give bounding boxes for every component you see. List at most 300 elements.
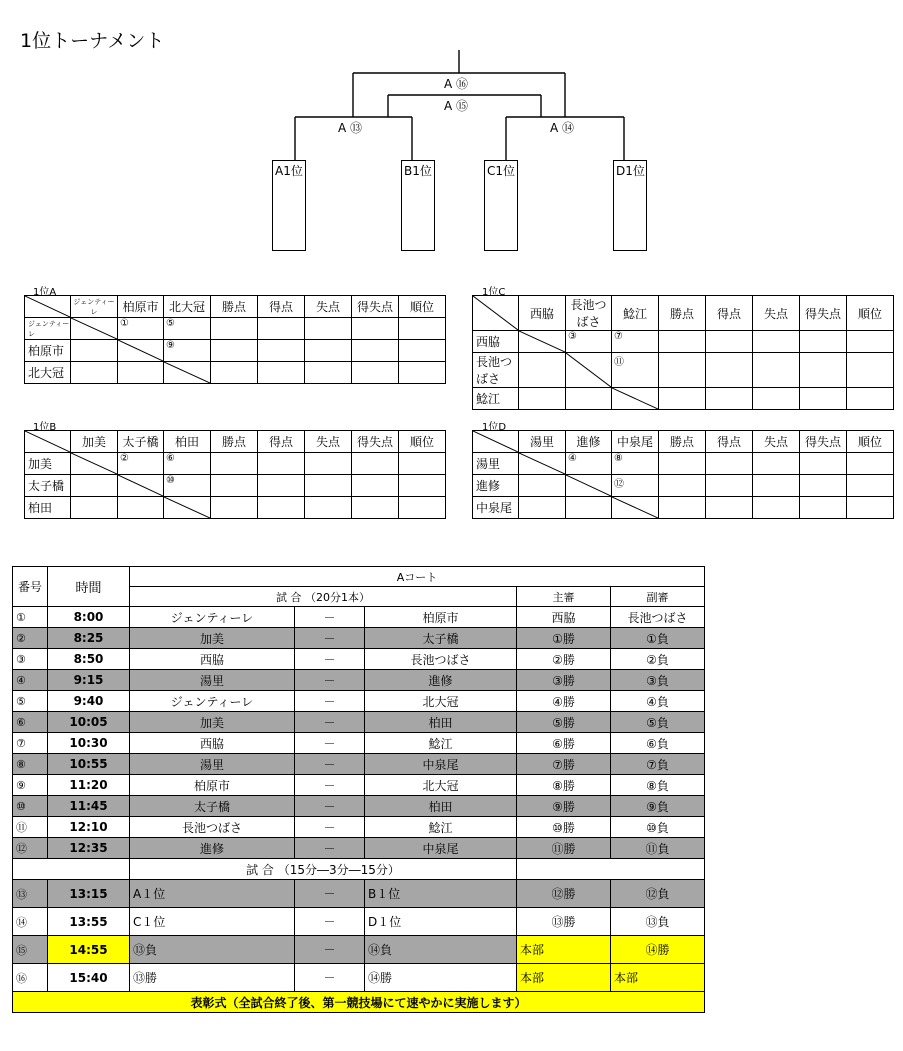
match-number: ⑥ (13, 712, 48, 733)
stat-cell (352, 475, 399, 497)
match-number: ⑨ (13, 775, 48, 796)
home-team: 加美 (130, 712, 295, 733)
match-cell: ② (118, 453, 164, 475)
sub-referee: ④負 (611, 691, 705, 712)
slot-c1: C1位 (484, 160, 518, 251)
self-match-cell (566, 475, 612, 497)
stat-column-header: 順位 (399, 296, 446, 318)
stat-cell (659, 497, 706, 519)
match-row (13, 733, 705, 754)
chief-referee: 本部 (517, 936, 611, 964)
stat-cell (753, 497, 800, 519)
versus-mark: － (295, 649, 365, 670)
stat-cell (800, 497, 847, 519)
tournament-match-row (13, 936, 705, 964)
sub-referee: 長池つばさ (611, 607, 705, 628)
stat-column-header: 勝点 (659, 431, 706, 453)
team-row-name: 太子橋 (25, 475, 71, 497)
match-cell (566, 497, 612, 519)
stat-cell (352, 340, 399, 362)
group-table (472, 430, 894, 519)
home-team: 西脇 (130, 649, 295, 670)
away-team: 中泉尾 (365, 838, 517, 859)
match-cell (519, 475, 566, 497)
match-cell: ⑧ (612, 453, 659, 475)
versus-mark: － (295, 754, 365, 775)
home-team: 太子橋 (130, 796, 295, 817)
stat-cell (399, 362, 446, 384)
chief-referee: 本部 (517, 964, 611, 992)
team-row-name: 鯰江 (473, 388, 519, 410)
stat-cell (753, 475, 800, 497)
away-team: 鯰江 (365, 817, 517, 838)
match-number: ⑬ (13, 880, 48, 908)
corner-cell (473, 431, 519, 453)
versus-mark: － (295, 775, 365, 796)
sub-referee: ⑪負 (611, 838, 705, 859)
away-team: 鯰江 (365, 733, 517, 754)
sub-referee: 本部 (611, 964, 705, 992)
match-number: ⑪ (13, 817, 48, 838)
stat-cell (399, 318, 446, 340)
away-team: 柏原市 (365, 607, 517, 628)
versus-mark: － (295, 936, 365, 964)
match-number: ⑫ (13, 838, 48, 859)
match-row (13, 754, 705, 775)
stat-cell (659, 331, 706, 353)
stat-cell (305, 362, 352, 384)
sub-referee: ⑨負 (611, 796, 705, 817)
self-match-cell (164, 362, 211, 384)
stat-cell (800, 353, 847, 388)
match-cell: ③ (566, 331, 612, 353)
team-column-header: 中泉尾 (612, 431, 659, 453)
ceremony-note: 表彰式（全試合終了後、第一競技場にて速やかに実施します） (13, 992, 705, 1013)
stat-cell (305, 475, 352, 497)
group-b-title: 1位B (33, 422, 57, 433)
sub-referee: ③負 (611, 670, 705, 691)
team-column-header: 柏田 (164, 431, 211, 453)
sub-referee: ⑤負 (611, 712, 705, 733)
stat-cell (753, 388, 800, 410)
home-team: ジェンティーレ (130, 691, 295, 712)
home-team: A１位 (130, 880, 295, 908)
sub-referee: ⑫負 (611, 880, 705, 908)
versus-mark: － (295, 838, 365, 859)
team-column-header: 進修 (566, 431, 612, 453)
versus-mark: － (295, 880, 365, 908)
match-cell (71, 340, 118, 362)
match-time: 8:00 (48, 607, 130, 628)
match-cell (519, 388, 566, 410)
team-column-header: 加美 (71, 431, 118, 453)
home-team: 長池つばさ (130, 817, 295, 838)
match-cell (566, 388, 612, 410)
match-number: ⑮ (13, 936, 48, 964)
away-team: 太子橋 (365, 628, 517, 649)
stat-column-header: 得失点 (800, 431, 847, 453)
slot-d1: D1位 (613, 160, 647, 251)
chief-referee: 西脇 (517, 607, 611, 628)
stat-cell (706, 453, 753, 475)
match-cell: ① (118, 318, 164, 340)
chief-referee: ⑩勝 (517, 817, 611, 838)
match-number: ④ (13, 670, 48, 691)
stat-column-header: 得点 (706, 296, 753, 331)
match-time: 12:35 (48, 838, 130, 859)
stat-cell (800, 453, 847, 475)
chief-referee: ⑧勝 (517, 775, 611, 796)
stat-cell (847, 331, 894, 353)
stat-cell (706, 388, 753, 410)
stat-cell (258, 497, 305, 519)
slot-a1: A1位 (272, 160, 306, 251)
stat-cell (847, 475, 894, 497)
away-team: ⑭勝 (365, 964, 517, 992)
match-number: ⑤ (13, 691, 48, 712)
chief-referee: ⑪勝 (517, 838, 611, 859)
team-row-name: 西脇 (473, 331, 519, 353)
versus-mark: － (295, 712, 365, 733)
stat-cell (258, 362, 305, 384)
team-row-name: 長池つばさ (473, 353, 519, 388)
match-cell: ⑩ (164, 475, 211, 497)
match-row (13, 775, 705, 796)
sub-referee: ⑬負 (611, 908, 705, 936)
stat-cell (352, 362, 399, 384)
stat-column-header: 順位 (847, 431, 894, 453)
stat-cell (399, 340, 446, 362)
match-cell (118, 362, 164, 384)
chief-referee: ③勝 (517, 670, 611, 691)
stat-cell (399, 453, 446, 475)
self-match-cell (519, 331, 566, 353)
self-match-cell (118, 475, 164, 497)
match-row (13, 817, 705, 838)
stat-cell (258, 475, 305, 497)
match-cell: ④ (566, 453, 612, 475)
stat-cell (706, 331, 753, 353)
stat-cell (706, 497, 753, 519)
versus-mark: － (295, 964, 365, 992)
match-time: 10:30 (48, 733, 130, 754)
away-team: 北大冠 (365, 691, 517, 712)
away-team: D１位 (365, 908, 517, 936)
home-team: C１位 (130, 908, 295, 936)
court-header: Aコート (130, 567, 705, 587)
stat-cell (399, 497, 446, 519)
match-time: 9:15 (48, 670, 130, 691)
chief-referee: ⑦勝 (517, 754, 611, 775)
versus-mark: － (295, 733, 365, 754)
sub-referee: ⑦負 (611, 754, 705, 775)
self-match-cell (71, 318, 118, 340)
stat-column-header: 失点 (305, 296, 352, 318)
corner-cell (25, 431, 71, 453)
match-cell (71, 497, 118, 519)
stat-cell (258, 340, 305, 362)
stat-cell (399, 475, 446, 497)
match-cell (71, 475, 118, 497)
match-cell: ⑫ (612, 475, 659, 497)
tournament-bracket (0, 0, 903, 260)
stat-column-header: 勝点 (211, 431, 258, 453)
versus-mark: － (295, 628, 365, 649)
group-a-title: 1位A (33, 287, 57, 298)
sub-referee: ②負 (611, 649, 705, 670)
match-time: 12:10 (48, 817, 130, 838)
stat-column-header: 順位 (399, 431, 446, 453)
match-time: 13:55 (48, 908, 130, 936)
team-column-header: 湯里 (519, 431, 566, 453)
league-format: 試 合 （20分1本） (130, 587, 517, 607)
team-row-name: 進修 (473, 475, 519, 497)
chief-referee: ④勝 (517, 691, 611, 712)
chief-referee: ⑬勝 (517, 908, 611, 936)
ceremony-row (13, 992, 705, 1013)
match-number: ⑦ (13, 733, 48, 754)
stat-cell (211, 497, 258, 519)
match-time: 14:55 (48, 936, 130, 964)
team-column-header: 柏原市 (118, 296, 164, 318)
stat-cell (305, 340, 352, 362)
stat-cell (258, 318, 305, 340)
away-team: 柏田 (365, 712, 517, 733)
away-team: 中泉尾 (365, 754, 517, 775)
stat-column-header: 得点 (258, 296, 305, 318)
away-team: 北大冠 (365, 775, 517, 796)
stat-cell (753, 331, 800, 353)
match-time: 9:40 (48, 691, 130, 712)
match-row (13, 691, 705, 712)
page-title: 1位トーナメント (20, 30, 165, 52)
stat-cell (211, 318, 258, 340)
match-cell: ⑪ (612, 353, 659, 388)
self-match-cell (519, 453, 566, 475)
tournament-format-row (13, 859, 705, 880)
group-table (24, 295, 446, 384)
self-match-cell (71, 453, 118, 475)
stat-cell (258, 453, 305, 475)
team-row-name: 加美 (25, 453, 71, 475)
stat-cell (847, 453, 894, 475)
match-cell: ⑤ (164, 318, 211, 340)
stat-column-header: 得失点 (352, 431, 399, 453)
team-row-name: 北大冠 (25, 362, 71, 384)
stat-column-header: 失点 (753, 296, 800, 331)
match-cell (71, 362, 118, 384)
chief-referee: ②勝 (517, 649, 611, 670)
stat-column-header: 得失点 (800, 296, 847, 331)
match-time: 8:25 (48, 628, 130, 649)
stat-column-header: 勝点 (211, 296, 258, 318)
match-number: ⑧ (13, 754, 48, 775)
match-time: 11:20 (48, 775, 130, 796)
slot-b1: B1位 (401, 160, 435, 251)
stat-cell (211, 362, 258, 384)
corner-cell (473, 296, 519, 331)
group-d-title: 1位D (482, 422, 507, 433)
schedule-table (12, 566, 705, 1013)
tournament-format: 試 合 （15分―3分―15分） (130, 859, 517, 880)
col-chief-header: 主審 (517, 587, 611, 607)
away-team: B１位 (365, 880, 517, 908)
match-cell: ⑨ (164, 340, 211, 362)
stat-column-header: 勝点 (659, 296, 706, 331)
self-match-cell (118, 340, 164, 362)
chief-referee: ⑥勝 (517, 733, 611, 754)
blank-cell (517, 859, 705, 880)
chief-referee: ⑤勝 (517, 712, 611, 733)
match-number: ⑭ (13, 908, 48, 936)
home-team: 湯里 (130, 754, 295, 775)
home-team: ⑬勝 (130, 964, 295, 992)
sub-referee: ⑭勝 (611, 936, 705, 964)
stat-cell (352, 497, 399, 519)
stat-cell (753, 353, 800, 388)
stat-cell (847, 353, 894, 388)
blank-cell (13, 859, 130, 880)
home-team: 西脇 (130, 733, 295, 754)
tournament-match-row (13, 880, 705, 908)
match-number: ③ (13, 649, 48, 670)
col-time-header: 時間 (48, 567, 130, 607)
match-number: ② (13, 628, 48, 649)
versus-mark: － (295, 908, 365, 936)
stat-cell (659, 453, 706, 475)
match-number: ① (13, 607, 48, 628)
match-row (13, 628, 705, 649)
stat-cell (211, 475, 258, 497)
match-time: 11:45 (48, 796, 130, 817)
self-match-cell (566, 353, 612, 388)
stat-cell (753, 453, 800, 475)
stat-cell (800, 388, 847, 410)
home-team: ⑬負 (130, 936, 295, 964)
team-column-header: 鯰江 (612, 296, 659, 331)
match-number: ⑯ (13, 964, 48, 992)
match-row (13, 712, 705, 733)
stat-cell (352, 318, 399, 340)
stat-cell (800, 331, 847, 353)
stat-cell (352, 453, 399, 475)
semi-right-label: A ⑭ (550, 121, 575, 135)
sub-referee: ①負 (611, 628, 705, 649)
team-column-header: 長池つばさ (566, 296, 612, 331)
match-time: 10:05 (48, 712, 130, 733)
away-team: 進修 (365, 670, 517, 691)
versus-mark: － (295, 670, 365, 691)
match-row (13, 649, 705, 670)
stat-cell (211, 453, 258, 475)
stat-cell (305, 318, 352, 340)
home-team: 進修 (130, 838, 295, 859)
match-time: 8:50 (48, 649, 130, 670)
team-row-name: 湯里 (473, 453, 519, 475)
match-cell (519, 497, 566, 519)
final-label: A ⑯ (444, 77, 469, 91)
group-table (24, 430, 446, 519)
stat-column-header: 得点 (706, 431, 753, 453)
team-column-header: ジェンティーレ (71, 296, 118, 318)
self-match-cell (612, 388, 659, 410)
stat-column-header: 失点 (753, 431, 800, 453)
match-number: ⑩ (13, 796, 48, 817)
away-team: 長池つばさ (365, 649, 517, 670)
match-cell (519, 353, 566, 388)
stat-cell (305, 453, 352, 475)
versus-mark: － (295, 796, 365, 817)
team-row-name: 柏田 (25, 497, 71, 519)
versus-mark: － (295, 607, 365, 628)
away-team: ⑭負 (365, 936, 517, 964)
away-team: 柏田 (365, 796, 517, 817)
stat-column-header: 得失点 (352, 296, 399, 318)
team-column-header: 西脇 (519, 296, 566, 331)
sub-referee: ⑧負 (611, 775, 705, 796)
stat-column-header: 順位 (847, 296, 894, 331)
team-column-header: 北大冠 (164, 296, 211, 318)
chief-referee: ⑨勝 (517, 796, 611, 817)
home-team: ジェンティーレ (130, 607, 295, 628)
third-place-label: A ⑮ (444, 99, 469, 113)
team-row-name: 柏原市 (25, 340, 71, 362)
match-row (13, 607, 705, 628)
match-time: 10:55 (48, 754, 130, 775)
self-match-cell (164, 497, 211, 519)
stat-cell (305, 497, 352, 519)
stat-cell (706, 475, 753, 497)
stat-cell (706, 353, 753, 388)
match-cell (118, 497, 164, 519)
col-sub-header: 副審 (611, 587, 705, 607)
stat-cell (659, 388, 706, 410)
stat-column-header: 失点 (305, 431, 352, 453)
group-c-title: 1位C (482, 287, 506, 298)
stat-column-header: 得点 (258, 431, 305, 453)
team-row-name: ジェンティーレ (25, 318, 71, 340)
match-cell: ⑦ (612, 331, 659, 353)
semi-left-label: A ⑬ (338, 121, 363, 135)
stat-cell (847, 497, 894, 519)
match-row (13, 796, 705, 817)
col-no-header: 番号 (13, 567, 48, 607)
stat-cell (659, 353, 706, 388)
home-team: 加美 (130, 628, 295, 649)
sub-referee: ⑩負 (611, 817, 705, 838)
chief-referee: ⑫勝 (517, 880, 611, 908)
home-team: 柏原市 (130, 775, 295, 796)
match-row (13, 838, 705, 859)
versus-mark: － (295, 817, 365, 838)
stat-cell (800, 475, 847, 497)
versus-mark: － (295, 691, 365, 712)
home-team: 湯里 (130, 670, 295, 691)
match-row (13, 670, 705, 691)
tournament-match-row (13, 908, 705, 936)
match-time: 15:40 (48, 964, 130, 992)
self-match-cell (612, 497, 659, 519)
sub-referee: ⑥負 (611, 733, 705, 754)
team-column-header: 太子橋 (118, 431, 164, 453)
tournament-match-row (13, 964, 705, 992)
team-row-name: 中泉尾 (473, 497, 519, 519)
group-table (472, 295, 894, 410)
match-time: 13:15 (48, 880, 130, 908)
chief-referee: ①勝 (517, 628, 611, 649)
stat-cell (659, 475, 706, 497)
match-cell: ⑥ (164, 453, 211, 475)
